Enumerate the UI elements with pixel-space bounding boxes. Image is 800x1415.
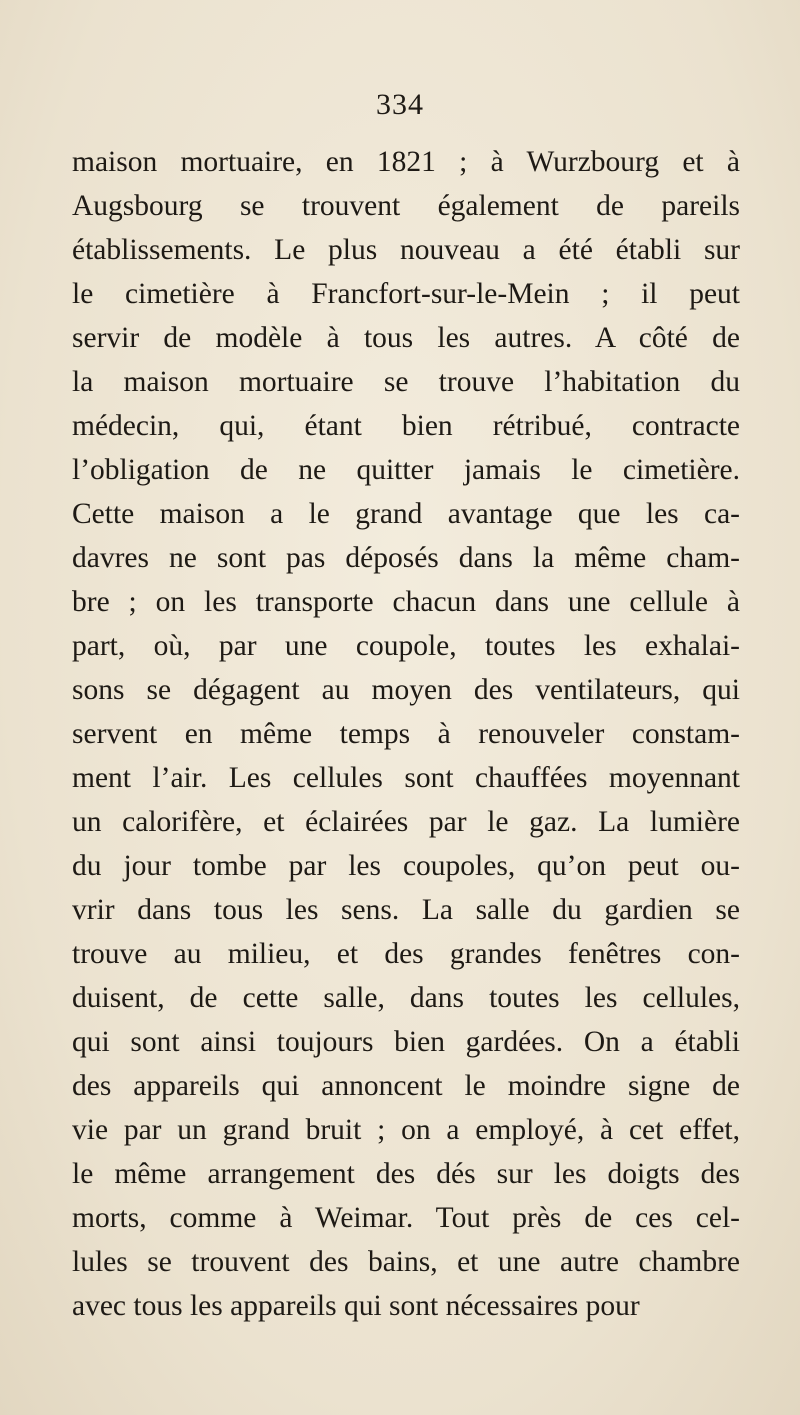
text-line: l’obligation de ne quitter jamais le cimetière.	[72, 454, 740, 486]
text-line: lules se trouvent des bains, et une autre chambre	[72, 1246, 740, 1278]
text-line: Cette maison a le grand avantage que les ca-	[72, 498, 740, 530]
text-line: du jour tombe par les coupoles, qu’on peut ou-	[72, 850, 740, 882]
text-line: trouve au milieu, et des grandes fenêtres con-	[72, 938, 740, 970]
text-line: médecin, qui, étant bien rétribué, contracte	[72, 410, 740, 442]
text-line: vie par un grand bruit ; on a employé, à cet effet,	[72, 1114, 740, 1146]
text-line: morts, comme à Weimar. Tout près de ces cel-	[72, 1202, 740, 1234]
page-number: 334	[376, 88, 424, 121]
text-line: qui sont ainsi toujours bien gardées. On a établi	[72, 1026, 740, 1058]
text-line: part, où, par une coupole, toutes les exhalai-	[72, 630, 740, 662]
text-line: un calorifère, et éclairées par le gaz. La lumière	[72, 806, 740, 838]
text-line: servir de modèle à tous les autres. A côté de	[72, 322, 740, 354]
text-line: des appareils qui annoncent le moindre signe de	[72, 1070, 740, 1102]
text-line: vrir dans tous les sens. La salle du gardien se	[72, 894, 740, 926]
text-line: Augsbourg se trouvent également de pareils	[72, 190, 740, 222]
text-line: le cimetière à Francfort-sur-le-Mein ; il peut	[72, 278, 740, 310]
text-line: la maison mortuaire se trouve l’habitation du	[72, 366, 740, 398]
text-line: servent en même temps à renouveler constam-	[72, 718, 740, 750]
text-line: le même arrangement des dés sur les doigts des	[72, 1158, 740, 1190]
body-text	[72, 140, 740, 1328]
text-line: maison mortuaire, en 1821 ; à Wurzbourg et à	[72, 146, 740, 178]
text-line: ment l’air. Les cellules sont chauffées moyennant	[72, 762, 740, 794]
text-line: duisent, de cette salle, dans toutes les cellules,	[72, 982, 740, 1014]
text-line: davres ne sont pas déposés dans la même cham-	[72, 542, 740, 574]
text-line: sons se dégagent au moyen des ventilateurs, qui	[72, 674, 740, 706]
text-line: avec tous les appareils qui sont nécessaires pour	[72, 1290, 640, 1322]
text-line: établissements. Le plus nouveau a été établi sur	[72, 234, 740, 266]
text-line: bre ; on les transporte chacun dans une cellule à	[72, 586, 740, 618]
